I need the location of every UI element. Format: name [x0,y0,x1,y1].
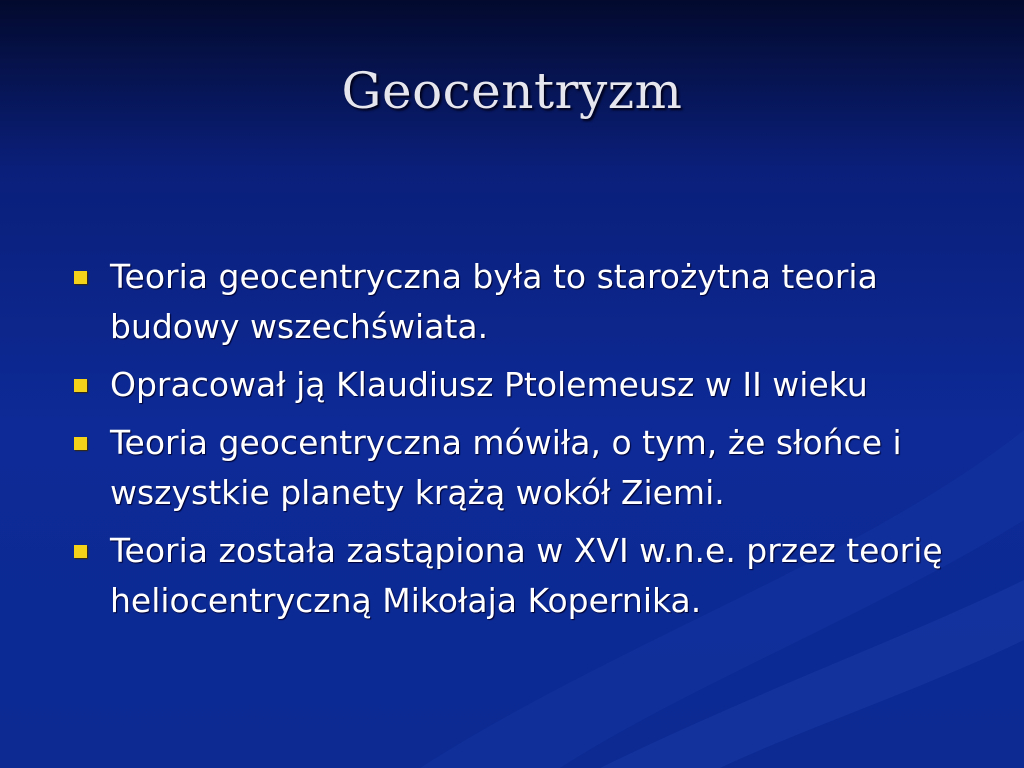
slide-title: Geocentryzm [341,62,683,120]
bullet-square-icon [74,545,87,558]
bullet-item [72,360,972,410]
bullet-item [72,526,972,626]
bullet-text: Teoria geocentryczna była to starożytna teoria budowy wszechświata. [110,257,878,346]
bullet-text: Teoria została zastąpiona w XVI w.n.e. przez teorię heliocentryczną Mikołaja Kopernika. [110,531,943,620]
bullet-list [72,252,972,634]
bullet-item [72,252,972,352]
bullet-square-icon [74,271,87,284]
bullet-square-icon [74,379,87,392]
bullet-item [72,418,972,518]
bullet-text: Opracował ją Klaudiusz Ptolemeusz w II wieku [110,365,868,404]
bullet-text: Teoria geocentryczna mówiła, o tym, że słońce i wszystkie planety krążą wokół Ziemi. [110,423,902,512]
bullet-square-icon [74,437,87,450]
